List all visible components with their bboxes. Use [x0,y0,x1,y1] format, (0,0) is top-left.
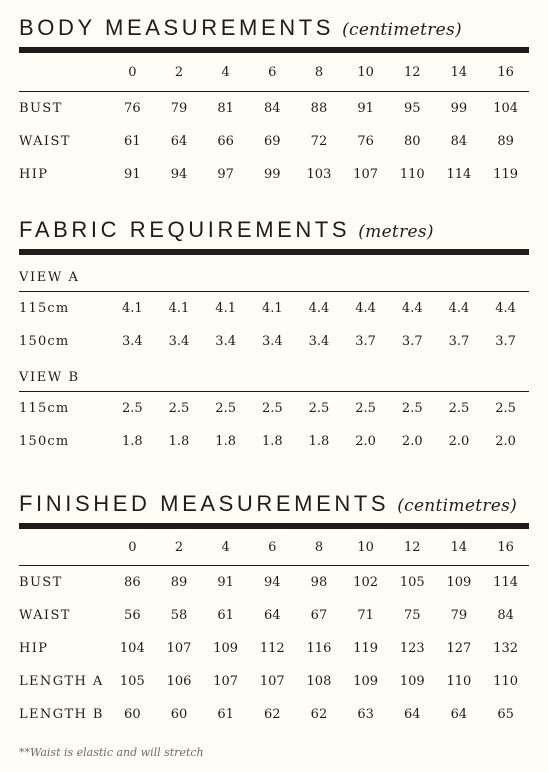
size-header: 14 [450,64,468,80]
table-cell: 3.4 [308,334,330,349]
table-cell: 2.5 [261,401,283,416]
table-cell: 3.7 [355,334,376,349]
table-cell: 61 [124,134,141,149]
table-cell: 4.4 [495,301,516,316]
row-label: 150cm [19,334,70,349]
footnote: **Waist is elastic and will stretch [19,746,204,759]
table-cell: 4.1 [215,301,236,316]
view-a-label: VIEW A [19,270,80,285]
size-header: 12 [403,539,421,555]
view-a-table [19,292,529,358]
table-cell: 4.4 [448,301,470,316]
finished-size-header [19,529,529,565]
size-header: 4 [221,539,230,555]
table-cell: 105 [399,575,425,590]
table-cell: 119 [493,167,519,182]
table-cell: 2.5 [308,401,330,416]
table-cell: 60 [124,707,141,722]
table-cell: 107 [259,674,285,689]
table-cell: 2.5 [495,401,516,416]
size-header: 6 [268,539,277,555]
table-cell: 64 [450,707,468,722]
size-header: 12 [403,64,421,80]
table-cell: 109 [446,575,472,590]
size-header: 2 [174,539,184,555]
table-cell: 2.0 [495,434,516,449]
section-title [19,491,529,517]
table-cell: 56 [124,608,141,623]
table-cell: 76 [124,101,141,116]
table-cell: 4.4 [308,301,330,316]
row-label: LENGTH B [19,707,104,722]
table-row [19,425,529,458]
body-measurements-table [19,92,529,191]
table-cell: 99 [450,101,468,116]
table-cell: 84 [497,608,514,623]
table-cell: 1.8 [121,434,143,449]
table-cell: 4.4 [355,301,376,316]
table-row [19,92,529,125]
table-cell: 110 [446,674,472,689]
table-cell: 61 [217,608,234,623]
table-cell: 84 [450,134,468,149]
finished-unit: (centimetres) [397,496,518,516]
table-row [19,698,529,731]
table-cell: 72 [310,134,328,149]
row-label: LENGTH A [19,674,104,689]
fabric-title: FABRIC REQUIREMENTS [19,217,351,242]
fabric-requirements-section [19,217,529,458]
table-cell: 60 [170,707,188,722]
table-cell: 86 [124,575,141,590]
table-cell: 112 [259,641,285,656]
table-cell: 91 [357,101,374,116]
table-cell: 95 [403,101,421,116]
table-cell: 64 [264,608,281,623]
table-cell: 2.0 [448,434,470,449]
table-cell: 3.4 [261,334,283,349]
row-label: WAIST [19,134,71,149]
size-header: 6 [268,64,277,80]
view-b-table [19,392,529,458]
table-cell: 3.4 [168,334,190,349]
table-cell: 105 [119,674,145,689]
finished-measurements-table [19,566,529,731]
table-cell: 1.8 [261,434,283,449]
table-cell: 94 [264,575,281,590]
table-cell: 119 [353,641,379,656]
table-row [19,292,529,325]
table-cell: 63 [357,707,374,722]
table-cell: 2.5 [121,401,143,416]
table-cell: 2.5 [448,401,470,416]
section-title [19,15,529,41]
table-row [19,158,529,191]
finished-title: FINISHED MEASUREMENTS [19,491,390,516]
body-size-header [19,53,529,91]
size-header: 0 [128,64,137,80]
table-cell: 106 [166,674,192,689]
table-cell: 3.7 [495,334,516,349]
table-cell: 64 [170,134,188,149]
row-label: HIP [19,167,49,182]
section-rule [19,249,529,255]
table-cell: 102 [353,575,379,590]
size-header: 16 [497,539,514,555]
table-cell: 110 [493,674,519,689]
table-cell: 80 [403,134,421,149]
corner-cell [19,529,109,565]
table-cell: 65 [497,707,514,722]
table-cell: 91 [217,575,234,590]
size-header: 14 [450,539,468,555]
table-cell: 79 [170,101,188,116]
table-cell: 114 [493,575,519,590]
table-cell: 107 [213,674,239,689]
table-cell: 84 [264,101,281,116]
size-header: 10 [357,539,374,555]
table-row [19,125,529,158]
table-cell: 64 [403,707,421,722]
table-cell: 79 [450,608,468,623]
table-cell: 97 [217,167,234,182]
row-label: 115cm [19,401,70,416]
table-cell: 104 [493,101,519,116]
size-header: 10 [357,64,374,80]
corner-cell [19,53,109,91]
table-cell: 89 [170,575,188,590]
table-cell: 2.0 [401,434,423,449]
table-row [19,599,529,632]
table-cell: 62 [264,707,281,722]
view-b-label: VIEW B [19,370,80,385]
table-cell: 81 [217,101,234,116]
size-header: 8 [314,539,324,555]
table-cell: 91 [124,167,141,182]
table-cell: 3.7 [448,334,470,349]
size-header: 16 [497,64,514,80]
table-cell: 114 [446,167,472,182]
row-label: BUST [19,575,63,590]
table-cell: 1.8 [308,434,330,449]
table-cell: 99 [264,167,281,182]
table-cell: 3.4 [121,334,143,349]
table-cell: 110 [399,167,425,182]
row-label: WAIST [19,608,71,623]
table-cell: 108 [306,674,332,689]
size-header: 8 [314,64,324,80]
fabric-unit: (metres) [358,222,434,242]
table-cell: 4.1 [168,301,190,316]
table-cell: 103 [306,167,332,182]
table-cell: 127 [446,641,472,656]
table-cell: 104 [119,641,145,656]
table-cell: 107 [166,641,192,656]
row-label: 150cm [19,434,70,449]
table-cell: 116 [306,641,332,656]
body-unit: (centimetres) [342,20,462,40]
table-cell: 75 [403,608,421,623]
finished-measurements-section [19,491,529,731]
table-cell: 109 [399,674,425,689]
table-row [19,566,529,599]
table-cell: 1.8 [168,434,190,449]
table-cell: 71 [357,608,374,623]
table-cell: 132 [493,641,519,656]
table-cell: 123 [399,641,425,656]
table-cell: 89 [497,134,514,149]
body-title: BODY MEASUREMENTS [19,15,335,40]
table-cell: 107 [353,167,379,182]
table-cell: 69 [264,134,281,149]
table-cell: 2.5 [401,401,423,416]
table-cell: 2.5 [215,401,236,416]
table-cell: 4.1 [121,301,143,316]
table-cell: 61 [217,707,234,722]
row-label: HIP [19,641,49,656]
table-cell: 58 [170,608,188,623]
table-cell: 4.1 [261,301,283,316]
size-header: 2 [174,64,184,80]
table-cell: 88 [310,101,328,116]
table-cell: 98 [310,575,328,590]
table-cell: 67 [310,608,328,623]
table-row [19,392,529,425]
table-cell: 3.7 [401,334,423,349]
size-header: 4 [221,64,230,80]
table-cell: 76 [357,134,374,149]
table-cell: 109 [213,641,239,656]
table-cell: 1.8 [215,434,236,449]
table-row [19,632,529,665]
row-label: 115cm [19,301,70,316]
table-row [19,665,529,698]
row-label: BUST [19,101,63,116]
body-measurements-section [19,15,529,191]
table-row [19,325,529,358]
section-title [19,217,529,243]
size-header: 0 [128,539,137,555]
table-cell: 109 [353,674,379,689]
table-cell: 66 [217,134,234,149]
table-cell: 2.0 [355,434,376,449]
table-cell: 62 [310,707,328,722]
table-cell: 3.4 [215,334,236,349]
table-cell: 4.4 [401,301,423,316]
table-cell: 2.5 [355,401,376,416]
table-cell: 94 [170,167,188,182]
table-cell: 2.5 [168,401,190,416]
